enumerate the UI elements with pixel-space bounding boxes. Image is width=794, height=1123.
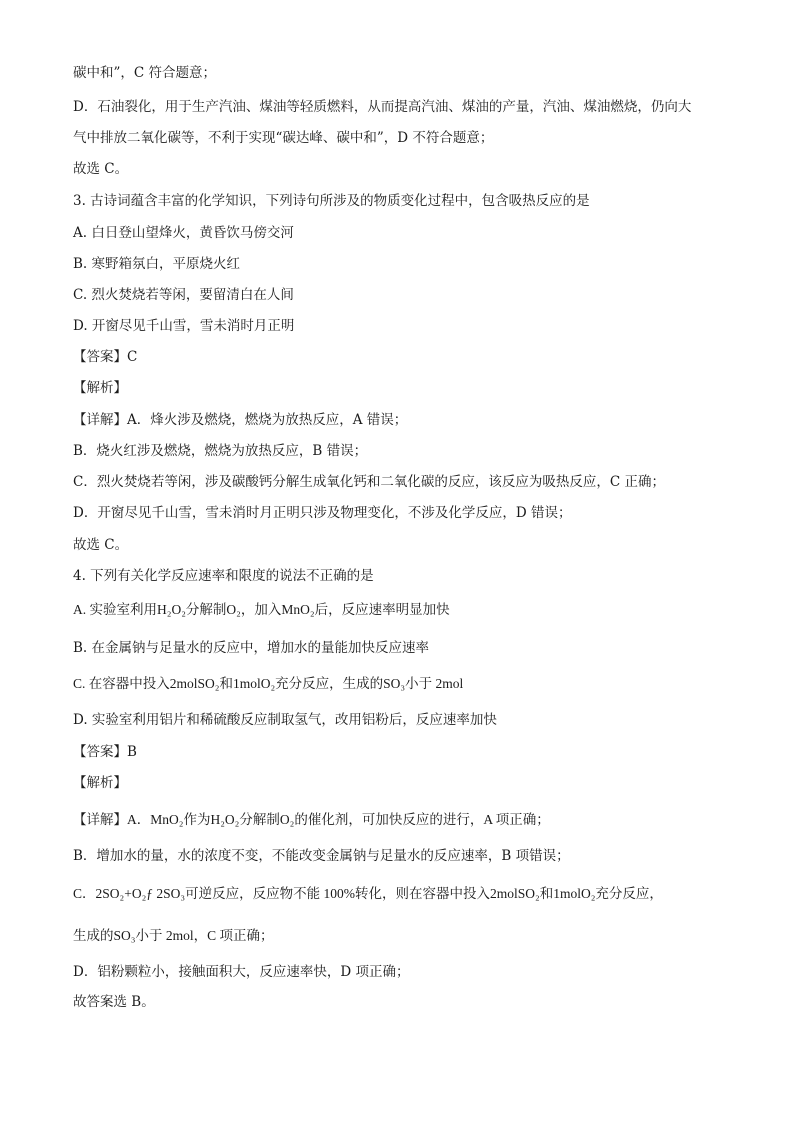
option-a: A. 白日登山望烽火，黄昏饮马傍交河	[73, 225, 294, 241]
option-b: B. 寒野箱氛白，平原烧火红	[73, 256, 241, 272]
text-line: D．铝粉颗粒小，接触面积大，反应速率快，D 项正确；	[73, 964, 410, 980]
text-line: 碳中和”，C 符合题意；	[73, 65, 217, 81]
question-heading: 4. 下列有关化学反应速率和限度的说法不正确的是	[73, 568, 374, 584]
text-line: 【详解】A．MnO₂作为H₂O₂分解制O₂的催化剂，可加快反应的进行，A 项正确；	[73, 812, 550, 827]
text-line: 【详解】A．烽火涉及燃烧，燃烧为放热反应，A 错误；	[73, 412, 408, 428]
option-a: A. 实验室利用H₂O₂分解制O₂，加入MnO₂后，反应速率明显加快	[73, 602, 450, 617]
text-line: 气中排放二氧化碳等，不利于实现“碳达峰、碳中和”，D 不符合题意；	[73, 130, 494, 146]
text-line: D．石油裂化，用于生产汽油、煤油等轻质燃料，从而提高汽油、煤油的产量，汽油、煤油燃烧，仍向大	[73, 99, 692, 115]
option-d: D. 开窗尽见千山雪，雪未消时月正明	[73, 318, 295, 334]
analysis-label: 【解析】	[73, 775, 127, 791]
option-c: C. 在容器中投入2molSO₂和1molO₂充分反应，生成的SO₃小于 2mol	[73, 676, 464, 691]
text-line: 故选 C。	[73, 161, 129, 177]
answer-label: 【答案】C	[73, 349, 138, 365]
text-line: D．开窗尽见千山雪，雪未消时月正明只涉及物理变化，不涉及化学反应，D 错误；	[73, 505, 572, 521]
text-line: 生成的SO₃小于 2mol，C 项正确；	[73, 928, 274, 943]
text-line: 故选 C。	[73, 537, 129, 553]
option-c: C. 烈火焚烧若等闲，要留清白在人间	[73, 287, 294, 303]
analysis-label: 【解析】	[73, 380, 127, 396]
text-line: 故答案选 B。	[73, 994, 155, 1010]
answer-label: 【答案】B	[73, 744, 137, 760]
option-d: D. 实验室利用铝片和稀硫酸反应制取氢气，改用铝粉后，反应速率加快	[73, 712, 497, 728]
option-b: B. 在金属钠与足量水的反应中，增加水的量能加快反应速率	[73, 640, 430, 656]
text-line: B．烧火红涉及燃烧，燃烧为放热反应，B 错误；	[73, 443, 368, 459]
text-line: C．2SO₂+O₂ƒ 2SO₃可逆反应，反应物不能 100%转化，则在容器中投入2molSO₂和1molO₂充分反应，	[73, 886, 663, 901]
question-heading: 3. 古诗词蕴含丰富的化学知识，下列诗句所涉及的物质变化过程中，包含吸热反应的是	[73, 193, 590, 209]
text-line: B．增加水的量，水的浓度不变，不能改变金属钠与足量水的反应速率，B 项错误；	[73, 848, 570, 864]
text-line: C．烈火焚烧若等闲，涉及碳酸钙分解生成氧化钙和二氧化碳的反应，该反应为吸热反应，C 正确；	[73, 474, 665, 490]
